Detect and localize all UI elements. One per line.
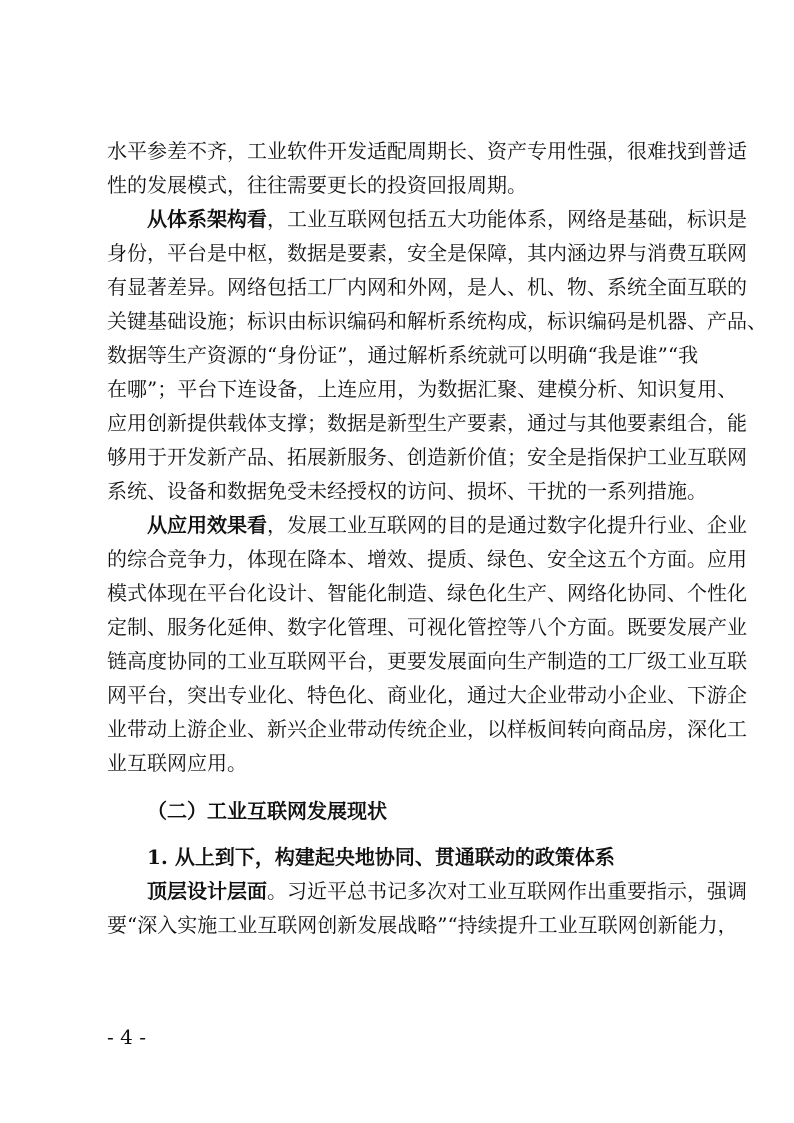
text-line: 系统、设备和数据免受未经授权的访问、损坏、干扰的一系列措施。 bbox=[107, 479, 707, 503]
text-line: 有显著差异。网络包括工厂内网和外网，是人、机、物、系统全面互联的 bbox=[107, 275, 747, 299]
text-line: 应用创新提供载体支撑；数据是新型生产要素，通过与其他要素组合，能 bbox=[107, 411, 747, 435]
paragraph-application bbox=[107, 508, 747, 780]
text-line: 模式体现在平台化设计、智能化制造、绿色化生产、网络化协同、个性化 bbox=[107, 581, 747, 605]
paragraph-continuation bbox=[107, 134, 747, 202]
text-line bbox=[107, 508, 747, 542]
text-line: 业带动上游企业、新兴企业带动传统企业，以样板间转向商品房，深化工 bbox=[107, 717, 747, 741]
text-line: 要“深入实施工业互联网创新发展战略”“持续提升工业互联网创新能力， bbox=[107, 913, 738, 937]
text-line: 网平台，突出专业化、特色化、商业化，通过大企业带动小企业、下游企 bbox=[107, 683, 747, 707]
text-line: 定制、服务化延伸、数字化管理、可视化管控等八个方面。既要发展产业 bbox=[107, 615, 747, 639]
text-line: 关键基础设施；标识由标识编码和解析系统构成，标识编码是机器、产品、 bbox=[107, 309, 767, 333]
page-number: - 4 - bbox=[107, 1025, 146, 1049]
text-line: 业互联网应用。 bbox=[107, 751, 247, 775]
text-line: 链高度协同的工业互联网平台，更要发展面向生产制造的工厂级工业互联 bbox=[107, 649, 747, 673]
sub-heading: 1. 从上到下，构建起央地协同、贯通联动的政策体系 bbox=[147, 845, 615, 869]
text-line bbox=[107, 874, 747, 908]
paragraph-lead: 从应用效果看 bbox=[147, 513, 267, 537]
text-line: 性的发展模式，往往需要更长的投资回报周期。 bbox=[107, 173, 527, 197]
paragraph-text: 。习近平总书记多次对工业互联网作出重要指示，强调 bbox=[267, 879, 747, 903]
text-line: 在哪”；平台下连设备，上连应用，为数据汇聚、建模分析、知识复用、 bbox=[107, 377, 738, 401]
text-line bbox=[107, 202, 747, 236]
paragraph-text: ，工业互联网包括五大功能体系，网络是基础，标识是 bbox=[267, 207, 747, 231]
text-line: 的综合竞争力，体现在降本、增效、提质、绿色、安全这五个方面。应用 bbox=[107, 547, 747, 571]
text-line: 数据等生产资源的“身份证”，通过解析系统就可以明确“我是谁”“我 bbox=[107, 343, 699, 367]
text-line: 水平参差不齐，工业软件开发适配周期长、资产专用性强，很难找到普适 bbox=[107, 139, 747, 163]
paragraph-lead: 从体系架构看 bbox=[147, 207, 267, 231]
paragraph-lead: 顶层设计层面 bbox=[147, 879, 267, 903]
paragraph-text: ，发展工业互联网的目的是通过数字化提升行业、企业 bbox=[267, 513, 747, 537]
paragraph-architecture bbox=[107, 202, 767, 508]
paragraph-top-level-design bbox=[107, 874, 747, 942]
section-heading: （二）工业互联网发展现状 bbox=[147, 799, 387, 823]
text-line: 够用于开发新产品、拓展新服务、创造新价值；安全是指保护工业互联网 bbox=[107, 445, 747, 469]
document-body bbox=[107, 134, 767, 942]
text-line: 身份，平台是中枢，数据是要素，安全是保障，其内涵边界与消费互联网 bbox=[107, 241, 747, 265]
